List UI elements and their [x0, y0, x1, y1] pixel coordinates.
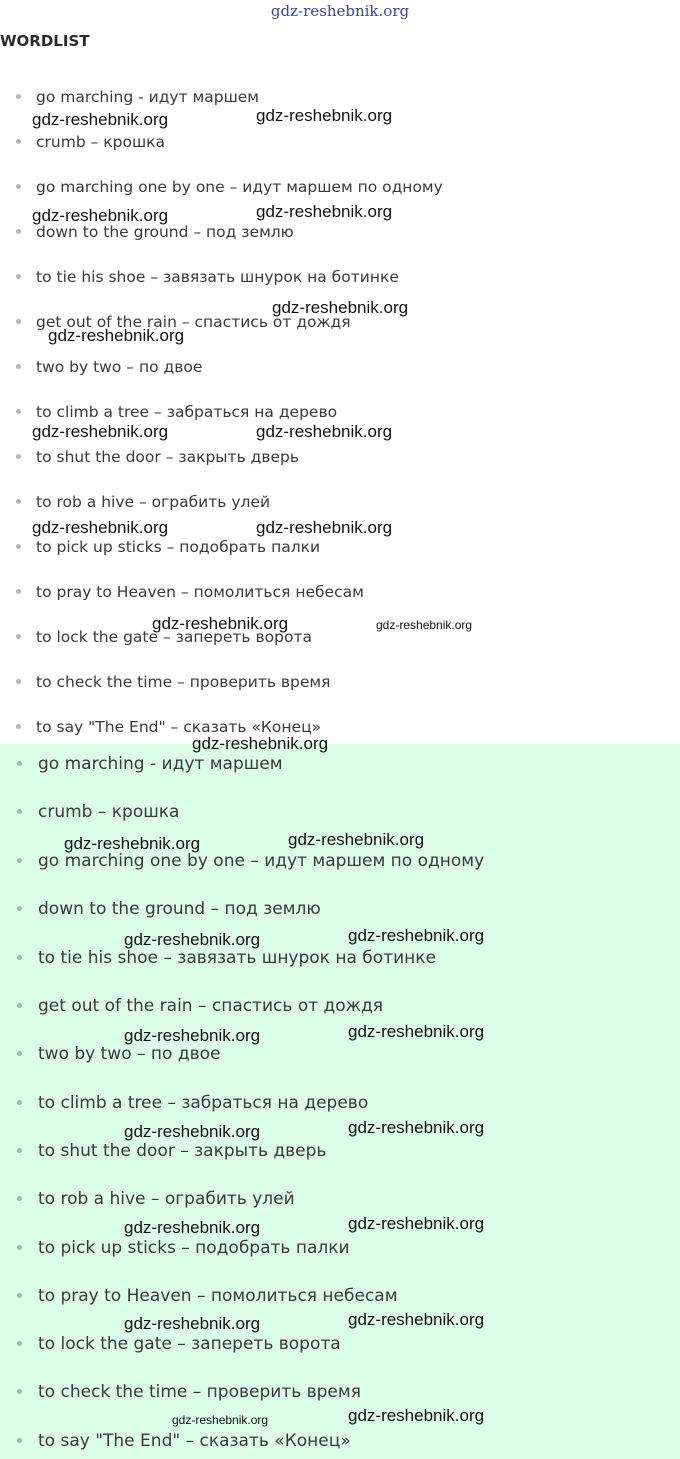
- list-item-text: go marching - идут маршем: [38, 754, 283, 774]
- bullet-icon: [17, 1438, 22, 1443]
- list-item-text: to say "The End" – сказать «Конец»: [38, 1431, 351, 1451]
- bullet-icon: [16, 319, 21, 324]
- list-item-text: to rob a hive – ограбить улей: [36, 493, 271, 511]
- watermark: gdz-reshebnik.org: [376, 618, 473, 632]
- list-item: [36, 402, 337, 422]
- bullet-icon: [17, 1293, 22, 1298]
- watermark: gdz-reshebnik.org: [32, 518, 169, 537]
- bullet-icon: [16, 139, 21, 144]
- list-item-text: to lock the gate – запереть ворота: [36, 628, 312, 646]
- bullet-icon: [16, 274, 21, 279]
- watermark: gdz-reshebnik.org: [348, 1118, 485, 1137]
- bullet-icon: [16, 94, 21, 99]
- bullet-icon: [16, 679, 21, 684]
- bullet-icon: [17, 858, 22, 863]
- bullet-icon: [17, 1196, 22, 1201]
- list-item-text: to lock the gate – запереть ворота: [38, 1334, 341, 1354]
- list-item-text: to tie his shoe – завязать шнурок на ботинке: [36, 268, 399, 286]
- list-item: [36, 447, 299, 467]
- list-item: [38, 753, 283, 775]
- list-item: [38, 1333, 341, 1355]
- list-item-text: to say "The End" – сказать «Конец»: [36, 718, 322, 736]
- list-item-text: to rob a hive – ограбить улей: [38, 1189, 295, 1209]
- list-item: [38, 1188, 295, 1210]
- list-item-text: to pray to Heaven – помолиться небесам: [36, 583, 364, 601]
- bullet-icon: [16, 409, 21, 414]
- bullet-icon: [17, 1341, 22, 1346]
- list-item-text: crumb – крошка: [36, 133, 165, 151]
- list-item-text: down to the ground – под землю: [36, 223, 294, 241]
- bullet-icon: [17, 1245, 22, 1250]
- list-item-text: to shut the door – закрыть дверь: [38, 1141, 327, 1161]
- list-item-text: go marching - идут маршем: [36, 88, 260, 106]
- list-item: [38, 995, 383, 1017]
- watermark: gdz-reshebnik.org: [32, 422, 169, 441]
- list-item: [36, 267, 399, 287]
- list-item: [38, 1285, 398, 1307]
- watermark: gdz-reshebnik.org: [124, 1314, 261, 1333]
- watermark: gdz-reshebnik.org: [172, 1413, 269, 1427]
- list-item: [36, 582, 364, 602]
- watermark: gdz-reshebnik.org: [348, 1022, 485, 1041]
- list-item: [38, 1430, 351, 1452]
- watermark: gdz-reshebnik.org: [124, 1218, 261, 1237]
- list-item: [36, 87, 259, 107]
- watermark: gdz-reshebnik.org: [272, 298, 409, 317]
- list-item-text: to pick up sticks – подобрать палки: [36, 538, 321, 556]
- watermark: gdz-reshebnik.org: [124, 930, 261, 949]
- bullet-icon: [17, 761, 22, 766]
- bullet-icon: [16, 544, 21, 549]
- list-item: [36, 492, 270, 512]
- list-item-text: go marching one by one – идут маршем по одному: [36, 178, 443, 196]
- bullet-icon: [16, 724, 21, 729]
- watermark: gdz-reshebnik.org: [256, 106, 393, 125]
- list-item: [38, 1043, 220, 1065]
- list-item-text: to shut the door – закрыть дверь: [36, 448, 299, 466]
- watermark: gdz-reshebnik.org: [48, 326, 185, 345]
- watermark: gdz-reshebnik.org: [348, 1406, 485, 1425]
- list-item-text: to check the time – проверить время: [36, 673, 331, 691]
- list-item: [38, 947, 436, 969]
- bullet-icon: [16, 184, 21, 189]
- list-item: [36, 132, 165, 152]
- list-item-text: to pick up sticks – подобрать палки: [38, 1238, 350, 1258]
- watermark: gdz-reshebnik.org: [288, 830, 425, 849]
- bullet-icon: [16, 454, 21, 459]
- list-item: [36, 357, 202, 377]
- page-heading: WORDLIST: [0, 32, 90, 50]
- list-item-text: to check the time – проверить время: [38, 1382, 361, 1402]
- watermark: gdz-reshebnik.org: [192, 734, 329, 753]
- watermark: gdz-reshebnik.org: [348, 926, 485, 945]
- list-item: [38, 1237, 350, 1259]
- bullet-icon: [17, 1051, 22, 1056]
- bullet-icon: [16, 634, 21, 639]
- list-item-text: to climb a tree – забраться на дерево: [36, 403, 338, 421]
- watermark: gdz-reshebnik.org: [348, 1310, 485, 1329]
- bullet-icon: [17, 1148, 22, 1153]
- watermark: gdz-reshebnik.org: [32, 206, 169, 225]
- bullet-icon: [16, 589, 21, 594]
- watermark: gdz-reshebnik.org: [256, 202, 393, 221]
- list-item-text: go marching one by one – идут маршем по одному: [38, 851, 485, 871]
- watermark: gdz-reshebnik.org: [124, 1122, 261, 1141]
- bullet-icon: [17, 1389, 22, 1394]
- bullet-icon: [17, 1003, 22, 1008]
- bullet-icon: [17, 906, 22, 911]
- list-item: [38, 1381, 361, 1403]
- list-item: [36, 177, 443, 197]
- watermark: gdz-reshebnik.org: [32, 110, 169, 129]
- watermark: gdz-reshebnik.org: [152, 614, 289, 633]
- watermark: gdz-reshebnik.org: [256, 518, 393, 537]
- watermark: gdz-reshebnik.org: [256, 422, 393, 441]
- watermark: gdz-reshebnik.org: [348, 1214, 485, 1233]
- list-item: [38, 801, 179, 823]
- list-item-text: get out of the rain – спастись от дождя: [36, 313, 351, 331]
- bullet-icon: [16, 364, 21, 369]
- list-item-text: down to the ground – под землю: [38, 899, 321, 919]
- list-item-text: crumb – крошка: [38, 802, 180, 822]
- list-item-text: to tie his shoe – завязать шнурок на ботинке: [38, 948, 436, 968]
- list-item-text: two by two – по двое: [36, 358, 203, 376]
- site-header-link[interactable]: gdz-reshebnik.org: [270, 2, 410, 20]
- bullet-icon: [17, 1100, 22, 1105]
- list-item: [36, 537, 320, 557]
- list-item: [38, 1092, 368, 1114]
- list-item-text: to climb a tree – забраться на дерево: [38, 1093, 369, 1113]
- list-item: [38, 898, 321, 920]
- list-item: [38, 1140, 326, 1162]
- watermark: gdz-reshebnik.org: [124, 1026, 261, 1045]
- watermark: gdz-reshebnik.org: [64, 834, 201, 853]
- bullet-icon: [16, 229, 21, 234]
- list-item: [36, 672, 330, 692]
- bullet-icon: [17, 809, 22, 814]
- bullet-icon: [16, 499, 21, 504]
- list-item-text: to pray to Heaven – помолиться небесам: [38, 1286, 398, 1306]
- list-item-text: get out of the rain – спастись от дождя: [38, 996, 383, 1016]
- bullet-icon: [17, 955, 22, 960]
- list-item-text: two by two – по двое: [38, 1044, 221, 1064]
